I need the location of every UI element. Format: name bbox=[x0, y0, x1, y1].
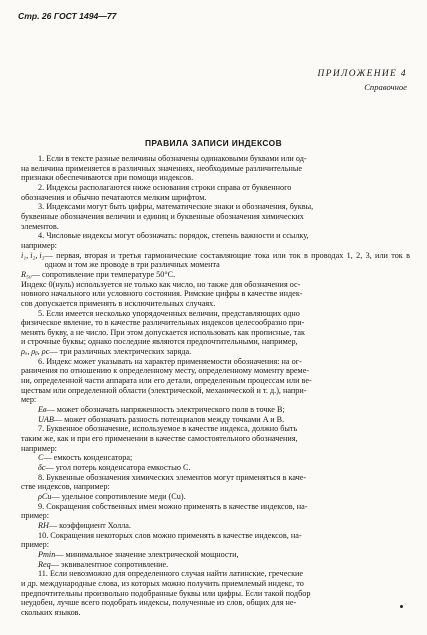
paragraph-1-line: 1. Если в тексте разные величины обозначены одинаковыми буквами или од- bbox=[38, 154, 307, 163]
paragraph-6-line: раничения по отношению к определенному месту, определенному моменту време- bbox=[21, 366, 310, 376]
page-header: Стр. 26 ГОСТ 1494—77 bbox=[18, 11, 117, 21]
paragraph-11-line: неудобен, лучше всего подобрать индексы, полученные из слов, общих для не- bbox=[21, 598, 297, 608]
paragraph-11-line: предпочтительны произвольно подобранные буквы или цифры. Если такой подбор bbox=[21, 588, 311, 598]
symbol: UAB bbox=[38, 414, 54, 424]
paragraph-7-line: 7. Буквенное обозначение, используемое в качестве индекса, должно быть bbox=[38, 424, 298, 434]
document-body bbox=[21, 154, 410, 618]
paragraph-5-line: 5. Если имеется несколько упорядоченных величин, представляющих одно bbox=[38, 308, 300, 318]
appendix-title: ПРИЛОЖЕНИЕ 4 bbox=[317, 69, 407, 79]
definition-text: — эквивалентное сопротивление. bbox=[50, 559, 169, 569]
symbol: Req bbox=[38, 559, 51, 569]
definition-item bbox=[21, 405, 410, 415]
definition-text: — может обозначать разность потенциалов между точками A и B. bbox=[53, 414, 285, 424]
symbol: δc bbox=[38, 463, 46, 472]
paragraph-7-line: например: bbox=[21, 443, 57, 453]
symbol: i₁, i₂, i₃ bbox=[21, 250, 45, 260]
paragraph-9-line: пример: bbox=[21, 511, 50, 521]
appendix-subtitle: Справочное bbox=[364, 82, 407, 92]
symbol: C bbox=[38, 453, 44, 463]
page-mark bbox=[400, 605, 403, 608]
definition-text: — сопротивление при температуре 50°С. bbox=[31, 269, 176, 279]
definition-text: — первая, вторая и третья гармонические составляющие тока или ток в проводах 1, 2, 3, или ток в одном и том же проводе в три различных момента bbox=[44, 250, 410, 270]
paragraph-4b-line: Индекс 0(нуль) используется не только как число, но также для обозначения ос- bbox=[21, 279, 301, 289]
paragraph-3-line: элементов. bbox=[21, 221, 59, 231]
paragraph-3-line: 3. Индексами могут быть цифры, математические знаки и обозначения, буквы, bbox=[38, 202, 314, 212]
definition-item bbox=[21, 251, 410, 270]
symbol: Pmin bbox=[38, 549, 56, 559]
paragraph-4-line: 4. Числовые индексы могут обозначать: порядок, степень важности и ссылку, bbox=[38, 231, 309, 241]
paragraph-6-line: 6. Индекс может указывать на характер применяемости обозначения: на ог- bbox=[38, 356, 302, 366]
paragraph-11-line: скольких языков. bbox=[21, 607, 81, 617]
paragraph-2-line: обозначения и обычно печатаются мелким шрифтом. bbox=[21, 192, 207, 202]
paragraph-11-line: 11. Если невозможно для определенного случая найти латинские, греческие bbox=[38, 569, 304, 579]
symbol: Eв bbox=[38, 405, 47, 415]
definition-item bbox=[21, 521, 410, 531]
paragraph-4b-line: сов допускается применять в исключительных случаях. bbox=[21, 298, 216, 308]
paragraph-1-line: признаки обеспечиваются при помощи индексов. bbox=[21, 173, 194, 183]
paragraph-11-line: и др. международные слова, из которых можно получить приемлемый индекс, то bbox=[21, 578, 304, 588]
definition-text: — минимальное значение электрической мощности, bbox=[55, 549, 239, 559]
paragraph-4-line: например: bbox=[21, 240, 57, 250]
paragraph-5-line: физическое явление, то в качестве различительных индексов целесообразно при- bbox=[21, 318, 305, 328]
symbol: ρₐ, ρᵦ, ρc bbox=[21, 347, 50, 357]
definition-item bbox=[21, 492, 410, 502]
paragraph-9-line: 9. Сокращения собственных имен можно применять в качестве индексов, на- bbox=[38, 501, 308, 511]
paragraph-4b-line: новного начального или условного состояния. Римские цифры в качестве индек- bbox=[21, 289, 303, 299]
definition-item bbox=[21, 453, 410, 463]
symbol: ρCu bbox=[38, 491, 52, 501]
symbol: RH bbox=[38, 520, 49, 530]
definition-item bbox=[21, 270, 410, 280]
symbol: R₅₀ bbox=[21, 269, 32, 279]
paragraph-2-line: 2. Индексы располагаются ниже основания строки справа от буквенного bbox=[38, 182, 292, 192]
section-title: ПРАВИЛА ЗАПИСИ ИНДЕКСОВ bbox=[144, 138, 283, 148]
paragraph-10-line: 10. Сокращения некоторых слов можно применять в качестве индексов, на- bbox=[38, 530, 302, 540]
paragraph-3-line: буквенные обозначения величин и единиц и буквенные обозначения химических bbox=[21, 211, 304, 221]
paragraph-5-line: и строчные буквы; однако последние являются предпочтительными, например, bbox=[21, 337, 298, 347]
appendix-label bbox=[318, 68, 407, 94]
paragraph-10-line: пример: bbox=[21, 540, 50, 550]
paragraph-6-line: ществам или определенной области (электрической, механической и т. д.), напри- bbox=[21, 385, 307, 395]
paragraph-8-line: стве индексов, например: bbox=[21, 482, 110, 492]
paragraph-8-line: 8. Буквенные обозначения химических элементов могут применяться в каче- bbox=[38, 472, 307, 482]
definition-text: — коэффициент Холла. bbox=[48, 520, 131, 530]
definition-text: — угол потерь конденсатора емкостью C. bbox=[45, 463, 191, 472]
paragraph-1-line: на величина применяется в различных значениях, необходимые различительные bbox=[21, 163, 302, 173]
definition-text: — три различных электрических заряда. bbox=[49, 347, 192, 357]
paragraph-6-line: ни, определенной части аппарата или его детали, определенным процессам или ве- bbox=[21, 376, 312, 386]
definition-text: — может обозначать напряженность электрического поля в точке B; bbox=[46, 405, 285, 415]
definition-item bbox=[21, 463, 410, 473]
paragraph-6-line: мер: bbox=[21, 395, 37, 405]
paragraph-7-line: таким же, как и при его применении в качестве самостоятельного обозначения, bbox=[21, 434, 298, 444]
definition-item bbox=[21, 347, 410, 357]
definition-item bbox=[21, 550, 410, 560]
definition-item bbox=[21, 560, 410, 570]
definition-text: — емкость конденсатора; bbox=[43, 453, 133, 463]
paragraph-5-line: менять букву, а не число. При этом допускается использовать как прописные, так bbox=[21, 327, 305, 337]
definition-text: — удельное сопротивление меди (Cu). bbox=[51, 491, 186, 501]
definition-item bbox=[21, 415, 410, 425]
